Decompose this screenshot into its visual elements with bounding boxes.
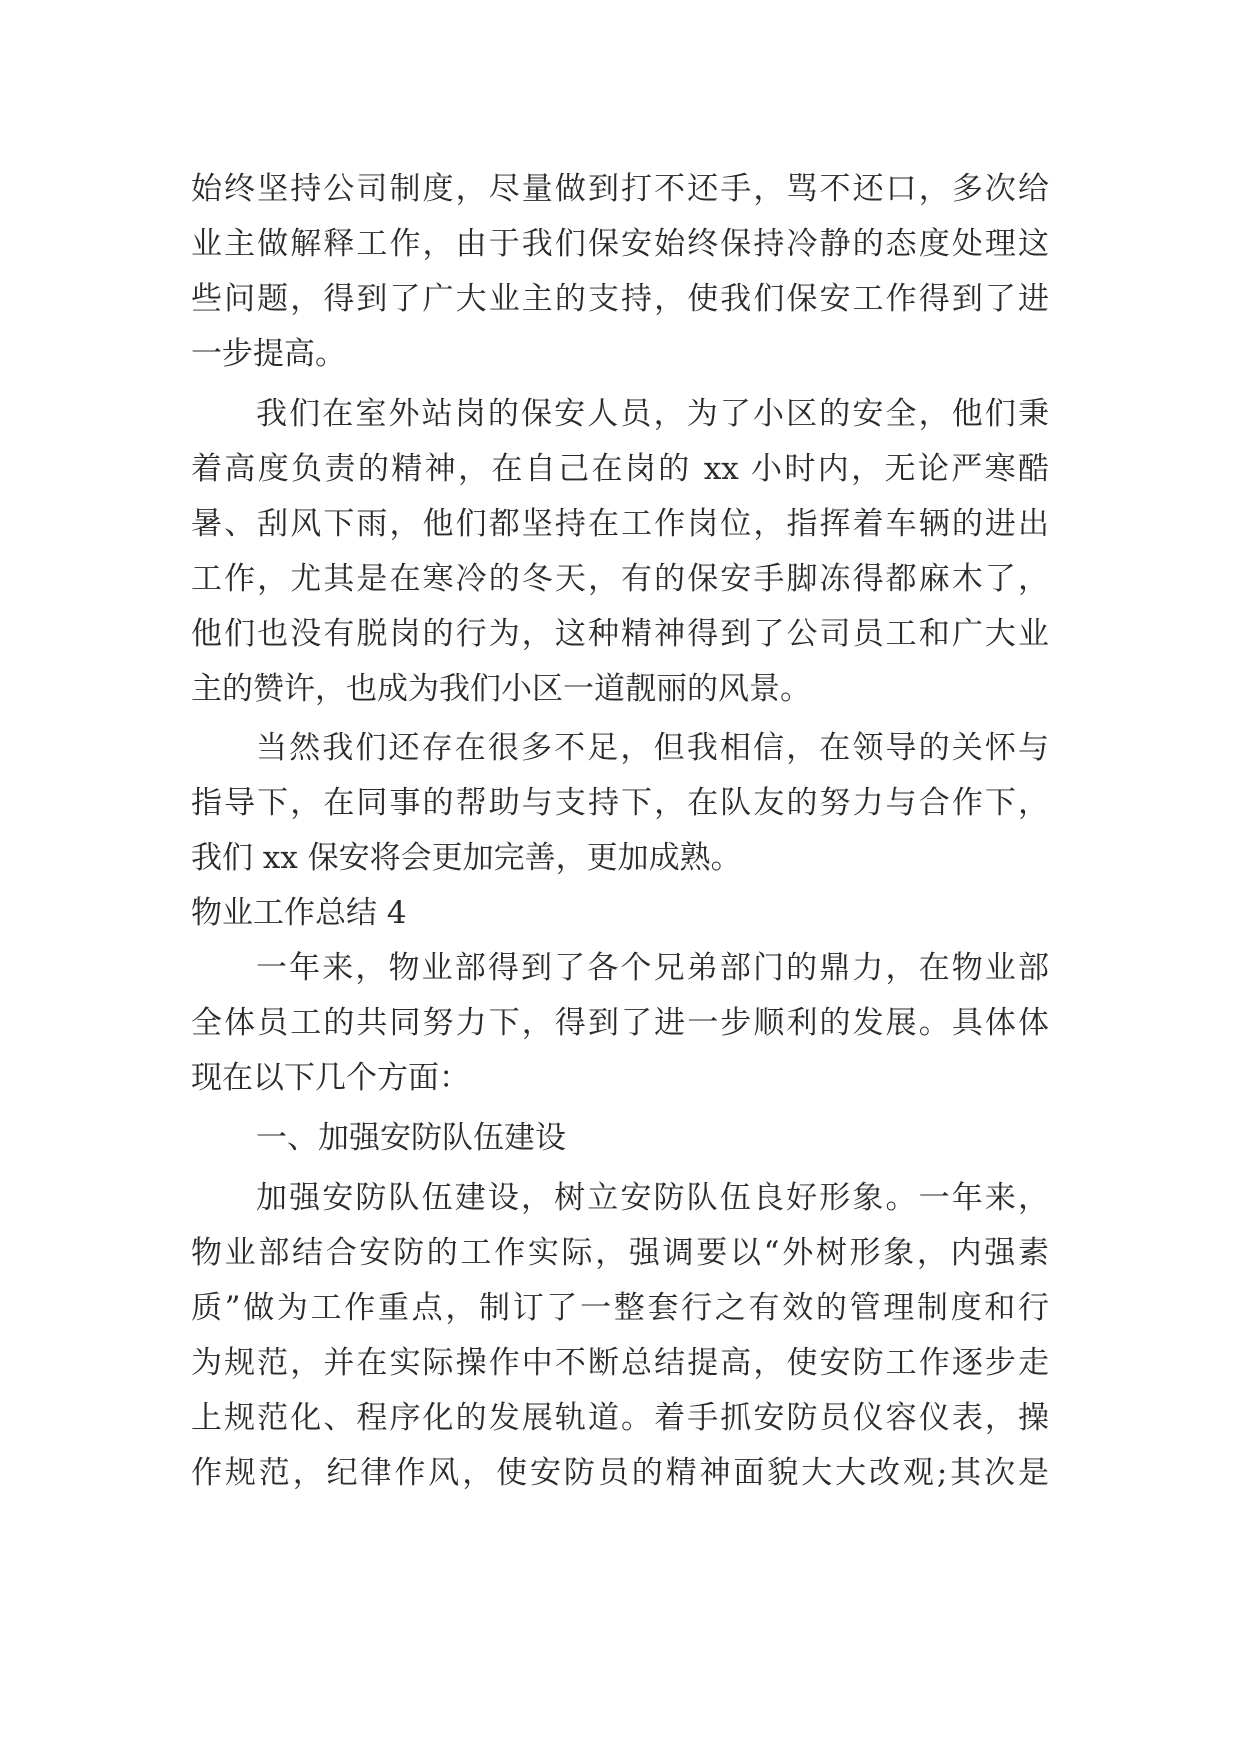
text-line: 业主做解释工作，由于我们保安始终保持冷静的态度处理这 — [191, 226, 1049, 262]
text-line: 全体员工的共同努力下，得到了进一步顺利的发展。具体体 — [191, 1005, 1049, 1041]
text-line: 我们在室外站岗的保安人员，为了小区的安全，他们秉 — [256, 396, 1049, 432]
text-line: 他们也没有脱岗的行为，这种精神得到了公司员工和广大业 — [191, 616, 1049, 652]
text-line: 上规范化、程序化的发展轨道。着手抓安防员仪容仪表，操 — [191, 1400, 1049, 1436]
text-line: 指导下，在同事的帮助与支持下，在队友的努力与合作下， — [191, 785, 1049, 821]
text-line: 作规范，纪律作风，使安防员的精神面貌大大改观;其次是 — [191, 1455, 1049, 1491]
text-line: 当然我们还存在很多不足，但我相信，在领导的关怀与 — [256, 730, 1049, 766]
text-line: 物业部结合安防的工作实际，强调要以“外树形象，内强素 — [191, 1235, 1049, 1271]
text-line: 我们 xx 保安将会更加完善，更加成熟。 — [191, 840, 742, 876]
text-line: 现在以下几个方面： — [191, 1060, 470, 1096]
section-heading: 物业工作总结 4 — [191, 895, 407, 931]
text-line: 主的赞许，也成为我们小区一道靓丽的风景。 — [191, 671, 811, 707]
text-line: 一步提高。 — [191, 336, 346, 372]
text-line: 一年来，物业部得到了各个兄弟部门的鼎力，在物业部 — [256, 950, 1049, 986]
text-line: 始终坚持公司制度，尽量做到打不还手，骂不还口，多次给 — [191, 171, 1049, 207]
text-line: 着高度负责的精神，在自己在岗的 xx 小时内，无论严寒酷 — [191, 451, 1049, 487]
text-line: 工作，尤其是在寒冷的冬天，有的保安手脚冻得都麻木了， — [191, 561, 1049, 597]
subsection-heading: 一、加强安防队伍建设 — [256, 1120, 566, 1156]
text-line: 为规范，并在实际操作中不断总结提高，使安防工作逐步走 — [191, 1345, 1049, 1381]
text-line: 加强安防队伍建设，树立安防队伍良好形象。一年来， — [256, 1180, 1049, 1216]
text-line: 暑、刮风下雨，他们都坚持在工作岗位，指挥着车辆的进出 — [191, 506, 1049, 542]
text-line: 些问题，得到了广大业主的支持，使我们保安工作得到了进 — [191, 281, 1049, 317]
text-line: 质”做为工作重点，制订了一整套行之有效的管理制度和行 — [191, 1290, 1049, 1326]
